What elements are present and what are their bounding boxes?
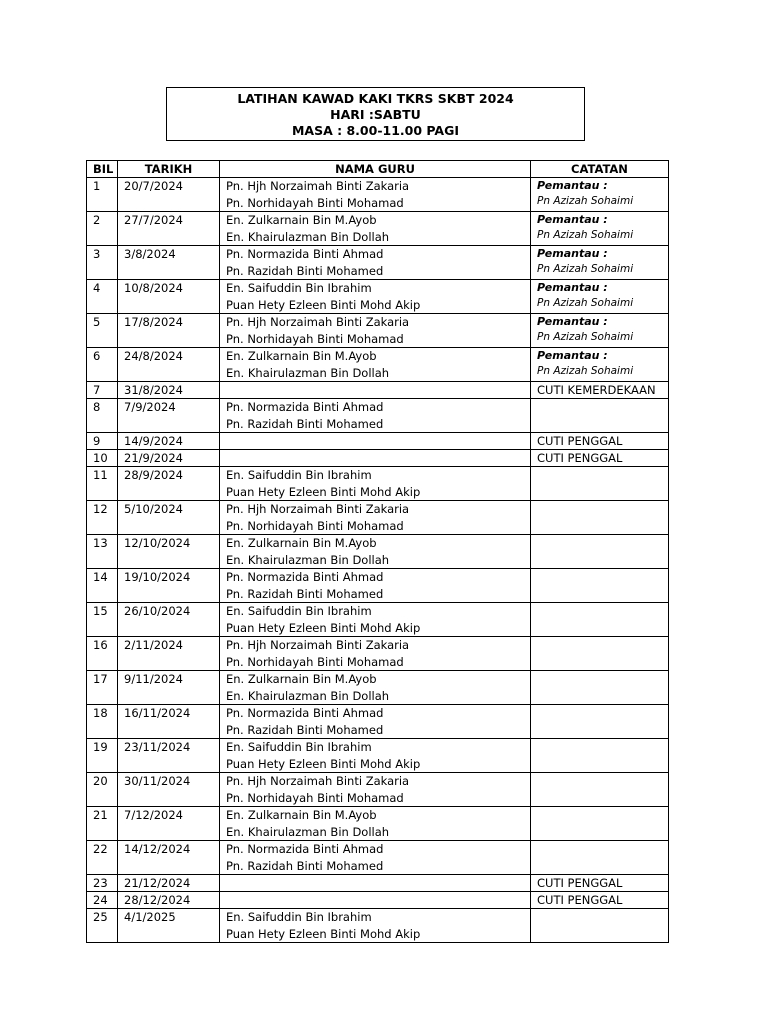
teacher-name: Pn. Norhidayah Binti Mohamad xyxy=(226,331,404,346)
cell-nama-guru xyxy=(220,603,531,637)
cell-tarikh: 20/7/2024 xyxy=(118,178,220,212)
cell-nama-guru xyxy=(220,246,531,280)
cell-bil: 6 xyxy=(87,348,118,382)
cell-catatan xyxy=(531,178,669,212)
cell-tarikh: 30/11/2024 xyxy=(118,773,220,807)
teacher-name: Pn. Normazida Binti Ahmad xyxy=(226,842,384,856)
table-row xyxy=(87,841,669,875)
cell-bil: 14 xyxy=(87,569,118,603)
table-row xyxy=(87,637,669,671)
cell-catatan xyxy=(531,603,669,637)
teacher-name: Pn. Normazida Binti Ahmad xyxy=(226,400,384,414)
teacher-name: Puan Hety Ezleen Binti Mohd Akip xyxy=(226,756,421,771)
pemantau-name: Pn Azizah Sohaimi xyxy=(537,229,634,241)
teacher-name: En. Saifuddin Bin Ibrahim xyxy=(226,740,372,754)
teacher-name: Pn. Norhidayah Binti Mohamad xyxy=(226,654,404,669)
header-tarikh: TARIKH xyxy=(118,161,220,178)
cell-catatan xyxy=(531,399,669,433)
table-row xyxy=(87,467,669,501)
teacher-name: En. Zulkarnain Bin M.Ayob xyxy=(226,672,377,686)
teacher-name: Pn. Hjh Norzaimah Binti Zakaria xyxy=(226,502,410,516)
cell-tarikh: 26/10/2024 xyxy=(118,603,220,637)
cell-catatan: CUTI PENGGAL xyxy=(531,450,669,467)
cell-nama-guru xyxy=(220,875,531,892)
teacher-name: Puan Hety Ezleen Binti Mohd Akip xyxy=(226,484,421,499)
pemantau-name: Pn Azizah Sohaimi xyxy=(537,297,634,309)
teacher-name: Pn. Hjh Norzaimah Binti Zakaria xyxy=(226,179,410,193)
table-row xyxy=(87,671,669,705)
table-row xyxy=(87,212,669,246)
cell-tarikh: 10/8/2024 xyxy=(118,280,220,314)
table-row xyxy=(87,773,669,807)
title-line-1: LATIHAN KAWAD KAKI TKRS SKBT 2024 xyxy=(237,91,514,106)
cell-tarikh: 31/8/2024 xyxy=(118,382,220,399)
cell-nama-guru xyxy=(220,314,531,348)
table-row xyxy=(87,348,669,382)
cell-nama-guru xyxy=(220,399,531,433)
cell-nama-guru xyxy=(220,773,531,807)
cell-tarikh: 9/11/2024 xyxy=(118,671,220,705)
cell-bil: 9 xyxy=(87,433,118,450)
teacher-name: Pn. Norhidayah Binti Mohamad xyxy=(226,518,404,533)
cell-nama-guru xyxy=(220,433,531,450)
cell-catatan: CUTI PENGGAL xyxy=(531,875,669,892)
table-row xyxy=(87,178,669,212)
table-row xyxy=(87,280,669,314)
cell-catatan: CUTI PENGGAL xyxy=(531,433,669,450)
cell-catatan xyxy=(531,314,669,348)
header-bil: BIL xyxy=(87,161,118,178)
table-row xyxy=(87,246,669,280)
schedule-table xyxy=(86,160,669,943)
teacher-name: Pn. Normazida Binti Ahmad xyxy=(226,247,384,261)
header-catatan: CATATAN xyxy=(531,161,669,178)
teacher-name: Pn. Norhidayah Binti Mohamad xyxy=(226,195,404,210)
cell-bil: 8 xyxy=(87,399,118,433)
cell-bil: 16 xyxy=(87,637,118,671)
cell-nama-guru xyxy=(220,382,531,399)
cell-catatan xyxy=(531,212,669,246)
cell-tarikh: 21/9/2024 xyxy=(118,450,220,467)
cell-bil: 10 xyxy=(87,450,118,467)
teacher-name: Puan Hety Ezleen Binti Mohd Akip xyxy=(226,620,421,635)
teacher-name: En. Zulkarnain Bin M.Ayob xyxy=(226,536,377,550)
cell-catatan xyxy=(531,569,669,603)
teacher-name: Pn. Razidah Binti Mohamed xyxy=(226,263,384,278)
title-line-2: HARI :SABTU xyxy=(330,107,421,122)
cell-catatan xyxy=(531,807,669,841)
cell-tarikh: 28/9/2024 xyxy=(118,467,220,501)
pemantau-label: Pemantau : xyxy=(537,213,608,226)
cell-tarikh: 2/11/2024 xyxy=(118,637,220,671)
cell-catatan xyxy=(531,637,669,671)
cell-catatan xyxy=(531,705,669,739)
cell-bil: 24 xyxy=(87,892,118,909)
teacher-name: En. Khairulazman Bin Dollah xyxy=(226,824,390,839)
cell-bil: 5 xyxy=(87,314,118,348)
table-row xyxy=(87,909,669,943)
cell-nama-guru xyxy=(220,705,531,739)
pemantau-name: Pn Azizah Sohaimi xyxy=(537,195,634,207)
cell-nama-guru xyxy=(220,807,531,841)
teacher-name: Puan Hety Ezleen Binti Mohd Akip xyxy=(226,297,421,312)
teacher-name: En. Khairulazman Bin Dollah xyxy=(226,552,390,567)
cell-bil: 1 xyxy=(87,178,118,212)
cell-tarikh: 17/8/2024 xyxy=(118,314,220,348)
cell-tarikh: 28/12/2024 xyxy=(118,892,220,909)
cell-catatan xyxy=(531,773,669,807)
cell-nama-guru xyxy=(220,348,531,382)
table-row xyxy=(87,569,669,603)
cell-catatan: CUTI PENGGAL xyxy=(531,892,669,909)
teacher-name: Pn. Razidah Binti Mohamed xyxy=(226,416,384,431)
cell-catatan: CUTI KEMERDEKAAN xyxy=(531,382,669,399)
pemantau-label: Pemantau : xyxy=(537,247,608,260)
teacher-name: En. Khairulazman Bin Dollah xyxy=(226,365,390,380)
cell-nama-guru xyxy=(220,178,531,212)
cell-tarikh: 14/12/2024 xyxy=(118,841,220,875)
cell-tarikh: 24/8/2024 xyxy=(118,348,220,382)
cell-catatan xyxy=(531,501,669,535)
teacher-name: Puan Hety Ezleen Binti Mohd Akip xyxy=(226,926,421,941)
cell-bil: 7 xyxy=(87,382,118,399)
table-row xyxy=(87,739,669,773)
cell-nama-guru xyxy=(220,841,531,875)
document-title-box xyxy=(166,87,585,141)
cell-nama-guru xyxy=(220,450,531,467)
cell-nama-guru xyxy=(220,501,531,535)
cell-catatan xyxy=(531,739,669,773)
table-row xyxy=(87,535,669,569)
cell-bil: 23 xyxy=(87,875,118,892)
pemantau-name: Pn Azizah Sohaimi xyxy=(537,365,634,377)
cell-bil: 15 xyxy=(87,603,118,637)
cell-tarikh: 27/7/2024 xyxy=(118,212,220,246)
teacher-name: Pn. Razidah Binti Mohamed xyxy=(226,858,384,873)
cell-nama-guru xyxy=(220,569,531,603)
table-row xyxy=(87,314,669,348)
teacher-name: En. Khairulazman Bin Dollah xyxy=(226,688,390,703)
cell-catatan xyxy=(531,348,669,382)
header-nama-guru: NAMA GURU xyxy=(220,161,531,178)
cell-bil: 2 xyxy=(87,212,118,246)
cell-nama-guru xyxy=(220,739,531,773)
cell-bil: 21 xyxy=(87,807,118,841)
cell-bil: 17 xyxy=(87,671,118,705)
teacher-name: En. Khairulazman Bin Dollah xyxy=(226,229,390,244)
teacher-name: Pn. Normazida Binti Ahmad xyxy=(226,570,384,584)
teacher-name: Pn. Razidah Binti Mohamed xyxy=(226,722,384,737)
pemantau-label: Pemantau : xyxy=(537,179,608,192)
teacher-name: Pn. Normazida Binti Ahmad xyxy=(226,706,384,720)
cell-tarikh: 3/8/2024 xyxy=(118,246,220,280)
cell-tarikh: 14/9/2024 xyxy=(118,433,220,450)
cell-bil: 18 xyxy=(87,705,118,739)
table-row xyxy=(87,433,669,450)
cell-bil: 20 xyxy=(87,773,118,807)
pemantau-label: Pemantau : xyxy=(537,349,608,362)
cell-bil: 3 xyxy=(87,246,118,280)
cell-tarikh: 12/10/2024 xyxy=(118,535,220,569)
table-row xyxy=(87,892,669,909)
teacher-name: En. Saifuddin Bin Ibrahim xyxy=(226,910,372,924)
table-row xyxy=(87,807,669,841)
cell-nama-guru xyxy=(220,671,531,705)
cell-nama-guru xyxy=(220,212,531,246)
cell-tarikh: 19/10/2024 xyxy=(118,569,220,603)
cell-catatan xyxy=(531,280,669,314)
title-line-3: MASA : 8.00-11.00 PAGI xyxy=(291,123,459,138)
teacher-name: Pn. Hjh Norzaimah Binti Zakaria xyxy=(226,638,410,652)
table-row xyxy=(87,382,669,399)
cell-catatan xyxy=(531,467,669,501)
cell-tarikh: 4/1/2025 xyxy=(118,909,220,943)
pemantau-name: Pn Azizah Sohaimi xyxy=(537,263,634,275)
cell-bil: 12 xyxy=(87,501,118,535)
cell-tarikh: 5/10/2024 xyxy=(118,501,220,535)
schedule-body xyxy=(87,178,669,943)
table-row xyxy=(87,875,669,892)
table-row xyxy=(87,603,669,637)
cell-tarikh: 7/9/2024 xyxy=(118,399,220,433)
teacher-name: En. Saifuddin Bin Ibrahim xyxy=(226,604,372,618)
teacher-name: En. Zulkarnain Bin M.Ayob xyxy=(226,349,377,363)
cell-tarikh: 7/12/2024 xyxy=(118,807,220,841)
table-header-row xyxy=(87,161,669,178)
cell-tarikh: 16/11/2024 xyxy=(118,705,220,739)
table-row xyxy=(87,501,669,535)
cell-nama-guru xyxy=(220,467,531,501)
cell-bil: 19 xyxy=(87,739,118,773)
table-row xyxy=(87,705,669,739)
cell-catatan xyxy=(531,671,669,705)
cell-catatan xyxy=(531,909,669,943)
cell-bil: 25 xyxy=(87,909,118,943)
cell-bil: 4 xyxy=(87,280,118,314)
teacher-name: Pn. Norhidayah Binti Mohamad xyxy=(226,790,404,805)
pemantau-label: Pemantau : xyxy=(537,281,608,294)
cell-bil: 13 xyxy=(87,535,118,569)
cell-tarikh: 23/11/2024 xyxy=(118,739,220,773)
table-row xyxy=(87,450,669,467)
cell-catatan xyxy=(531,535,669,569)
pemantau-name: Pn Azizah Sohaimi xyxy=(537,331,634,343)
teacher-name: En. Saifuddin Bin Ibrahim xyxy=(226,281,372,295)
cell-catatan xyxy=(531,841,669,875)
cell-nama-guru xyxy=(220,535,531,569)
cell-tarikh: 21/12/2024 xyxy=(118,875,220,892)
teacher-name: Pn. Razidah Binti Mohamed xyxy=(226,586,384,601)
teacher-name: En. Zulkarnain Bin M.Ayob xyxy=(226,213,377,227)
teacher-name: En. Saifuddin Bin Ibrahim xyxy=(226,468,372,482)
cell-bil: 11 xyxy=(87,467,118,501)
table-row xyxy=(87,399,669,433)
cell-nama-guru xyxy=(220,637,531,671)
cell-catatan xyxy=(531,246,669,280)
teacher-name: Pn. Hjh Norzaimah Binti Zakaria xyxy=(226,774,410,788)
teacher-name: Pn. Hjh Norzaimah Binti Zakaria xyxy=(226,315,410,329)
pemantau-label: Pemantau : xyxy=(537,315,608,328)
cell-nama-guru xyxy=(220,909,531,943)
teacher-name: En. Zulkarnain Bin M.Ayob xyxy=(226,808,377,822)
cell-nama-guru xyxy=(220,280,531,314)
cell-bil: 22 xyxy=(87,841,118,875)
cell-nama-guru xyxy=(220,892,531,909)
